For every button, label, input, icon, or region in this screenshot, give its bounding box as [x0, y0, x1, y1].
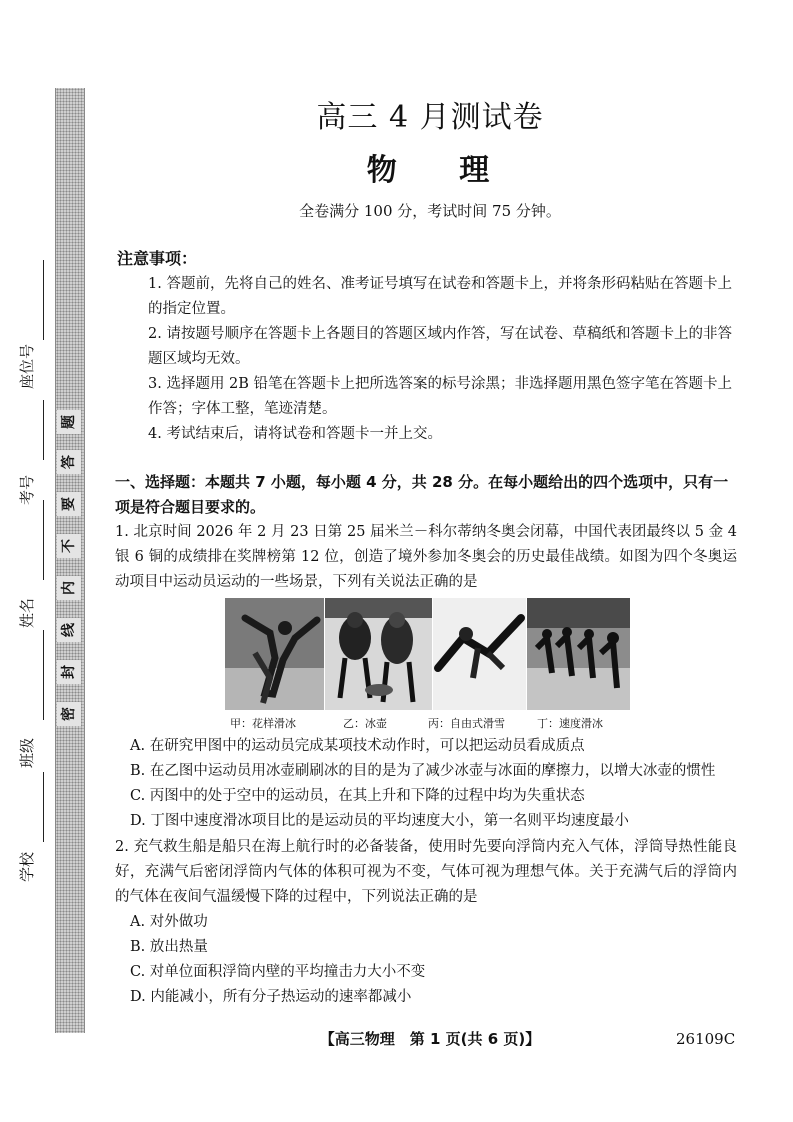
caption-ding: 丁：速度滑冰 — [537, 717, 603, 730]
q1-option-a: A. 在研究甲图中的运动员完成某项技术动作时，可以把运动员看成质点 — [130, 738, 585, 754]
photo-figure-skating — [225, 598, 325, 710]
seal-char: 封 — [57, 660, 81, 684]
field-exam-number-label: 考号 — [18, 474, 36, 505]
q1-option-c: C. 丙图中的处于空中的运动员，在其上升和下降的过程中均为失重状态 — [130, 788, 585, 804]
photo-freestyle-skiing — [433, 598, 527, 710]
seal-line-strip — [55, 88, 85, 1033]
notice-item: 2. 请按题号顺序在答题卡上各题目的答题区域内作答，写在试卷、草稿纸和答题卡上的非答题区域均无效。 — [148, 326, 732, 367]
page-title: 高三 4 月测试卷 — [316, 100, 544, 135]
field-school-label: 学校 — [18, 851, 36, 882]
photo-speed-skating — [527, 598, 631, 710]
seal-char: 线 — [57, 618, 81, 642]
caption-yi: 乙：冰壶 — [343, 717, 387, 730]
q1-option-d: D. 丁图中速度滑冰项目比的是运动员的平均速度大小，第一名则平均速度最小 — [130, 813, 629, 829]
caption-bing: 丙：自由式滑雪 — [428, 717, 505, 730]
q2-option-d: D. 内能减小，所有分子热运动的速率都减小 — [130, 989, 412, 1005]
section-heading: 一、选择题：本题共 7 小题，每小题 4 分，共 28 分。在每小题给出的四个选项中，只有一项是符合题目要求的。 — [115, 473, 729, 516]
photo-curling — [325, 598, 433, 710]
seal-char: 题 — [57, 410, 81, 434]
notice-item: 1. 答题前，先将自己的姓名、准考证号填写在试卷和答题卡上，并将条形码粘贴在答题卡上的指定位置。 — [148, 276, 732, 317]
seal-char: 内 — [57, 576, 81, 600]
paper-code: 26109C — [676, 1030, 736, 1048]
subject-title: 物 理 — [366, 153, 516, 188]
binding-margin — [0, 0, 100, 1122]
q2-option-c: C. 对单位面积浮筒内壁的平均撞击力大小不变 — [130, 964, 426, 980]
seal-char: 不 — [57, 534, 81, 558]
sports-photo-strip — [225, 598, 631, 710]
q1-option-b: B. 在乙图中运动员用冰壶刷刷冰的目的是为了减少冰壶与冰面的摩擦力，以增大冰壶的惯性 — [130, 763, 716, 779]
seal-char: 要 — [57, 492, 81, 516]
notice-item: 3. 选择题用 2B 铅笔在答题卡上把所选答案的标号涂黑；非选择题用黑色签字笔在答题卡上作答；字体工整，笔迹清楚。 — [148, 376, 733, 417]
field-seat-label: 座位号 — [18, 343, 36, 389]
field-name-label: 姓名 — [18, 597, 36, 628]
seal-char: 答 — [57, 450, 81, 474]
seal-char: 密 — [57, 702, 81, 726]
question-1-stem: 1. 北京时间 2026 年 2 月 23 日第 25 届米兰－科尔蒂纳冬奥会闭幕，中国代表团最终以 5 金 4 银 6 铜的成绩排在奖牌榜第 12 位，创造了境外参加冬奥会的历史最佳战绩。如图为四个冬奥运动项目中运动员运动的一些场景，下列有关说法正确的是 — [115, 524, 737, 590]
page-footer: 【高三物理 第 1 页(共 6 页)】 — [319, 1030, 541, 1048]
question-2-stem: 2. 充气救生船是船只在海上航行时的必备装备，使用时先要向浮筒内充入气体，浮筒导热性能良好，充满气后密闭浮筒内气体的体积可视为不变，气体可视为理想气体。关于充满气后的浮筒内的气体在夜间气温缓慢下降的过程中，下列说法正确的是 — [115, 839, 737, 905]
field-class-label: 班级 — [18, 737, 36, 768]
q2-option-b: B. 放出热量 — [130, 939, 208, 955]
exam-info: 全卷满分 100 分，考试时间 75 分钟。 — [299, 202, 561, 220]
notice-item: 4. 考试结束后，请将试卷和答题卡一并上交。 — [148, 426, 442, 442]
caption-jia: 甲：花样滑冰 — [230, 717, 296, 730]
field-seat-line — [18, 260, 48, 440]
notice-heading: 注意事项： — [117, 249, 198, 268]
q2-option-a: A. 对外做功 — [130, 914, 208, 930]
